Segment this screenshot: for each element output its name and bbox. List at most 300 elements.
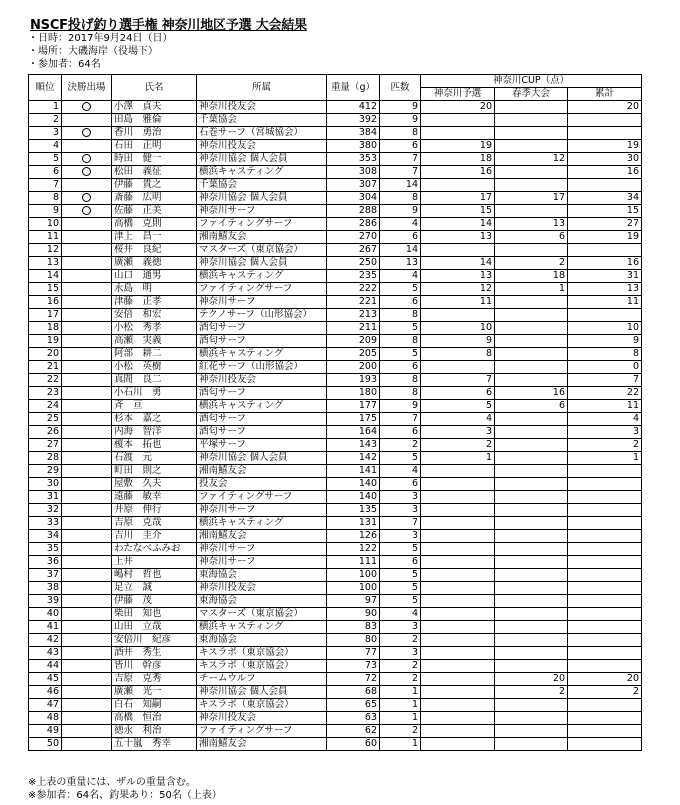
final-cell bbox=[62, 621, 112, 634]
rank-cell: 33 bbox=[29, 517, 62, 530]
rank-cell: 25 bbox=[29, 413, 62, 426]
cup-spring-cell bbox=[495, 166, 568, 179]
table-row bbox=[29, 439, 642, 452]
weight-cell: 90 bbox=[327, 608, 380, 621]
final-cell bbox=[62, 738, 112, 751]
header-weight: 重量（g） bbox=[327, 75, 380, 101]
club-cell: 神奈川協会 個人会員 bbox=[197, 192, 327, 205]
final-cell bbox=[62, 413, 112, 426]
count-cell: 6 bbox=[380, 296, 421, 309]
cup-total-cell bbox=[568, 556, 642, 569]
cup-spring-cell bbox=[495, 322, 568, 335]
weight-cell: 250 bbox=[327, 257, 380, 270]
cup-spring-cell bbox=[495, 101, 568, 114]
weight-cell: 380 bbox=[327, 140, 380, 153]
weight-cell: 286 bbox=[327, 218, 380, 231]
cup-spring-cell: 20 bbox=[495, 673, 568, 686]
weight-cell: 80 bbox=[327, 634, 380, 647]
cup-spring-cell bbox=[495, 309, 568, 322]
final-cell bbox=[62, 673, 112, 686]
rank-cell: 15 bbox=[29, 283, 62, 296]
cup-qualifier-cell bbox=[421, 634, 495, 647]
cup-qualifier-cell: 20 bbox=[421, 101, 495, 114]
table-row bbox=[29, 270, 642, 283]
count-cell: 14 bbox=[380, 179, 421, 192]
final-cell bbox=[62, 140, 112, 153]
cup-total-cell: 22 bbox=[568, 387, 642, 400]
table-row bbox=[29, 712, 642, 725]
rank-cell: 20 bbox=[29, 348, 62, 361]
table-row bbox=[29, 725, 642, 738]
rank-cell: 39 bbox=[29, 595, 62, 608]
final-cell bbox=[62, 491, 112, 504]
cup-qualifier-cell: 11 bbox=[421, 296, 495, 309]
name-cell: 町田 則之 bbox=[112, 465, 197, 478]
club-cell: 神奈川投友会 bbox=[197, 374, 327, 387]
name-cell: 足立 誠 bbox=[112, 582, 197, 595]
page-title: NSCF投げ釣り選手権 神奈川地区予選 大会結果 bbox=[30, 18, 307, 33]
count-cell: 6 bbox=[380, 361, 421, 374]
cup-qualifier-cell bbox=[421, 608, 495, 621]
cup-total-cell: 30 bbox=[568, 153, 642, 166]
cup-spring-cell bbox=[495, 595, 568, 608]
name-cell: 安倍川 紀彦 bbox=[112, 634, 197, 647]
final-cell bbox=[62, 231, 112, 244]
cup-spring-cell bbox=[495, 543, 568, 556]
rank-cell: 44 bbox=[29, 660, 62, 673]
table-row bbox=[29, 283, 642, 296]
table-header-row bbox=[29, 75, 642, 88]
rank-cell: 41 bbox=[29, 621, 62, 634]
cup-total-cell bbox=[568, 530, 642, 543]
table-row bbox=[29, 491, 642, 504]
name-cell: 五十嵐 秀幸 bbox=[112, 738, 197, 751]
cup-spring-cell bbox=[495, 439, 568, 452]
name-cell: 石田 正明 bbox=[112, 140, 197, 153]
weight-cell: 211 bbox=[327, 322, 380, 335]
club-cell: 紅花サーフ（山形協会） bbox=[197, 361, 327, 374]
cup-total-cell bbox=[568, 179, 642, 192]
cup-total-cell bbox=[568, 569, 642, 582]
rank-cell: 32 bbox=[29, 504, 62, 517]
weight-cell: 213 bbox=[327, 309, 380, 322]
rank-cell: 2 bbox=[29, 114, 62, 127]
cup-qualifier-cell bbox=[421, 504, 495, 517]
club-cell: テクノサーフ（山形協会） bbox=[197, 309, 327, 322]
count-cell: 2 bbox=[380, 634, 421, 647]
weight-cell: 142 bbox=[327, 452, 380, 465]
rank-cell: 23 bbox=[29, 387, 62, 400]
name-cell: 津上 昌一 bbox=[112, 231, 197, 244]
cup-spring-cell bbox=[495, 608, 568, 621]
rank-cell: 8 bbox=[29, 192, 62, 205]
cup-qualifier-cell: 9 bbox=[421, 335, 495, 348]
cup-spring-cell bbox=[495, 478, 568, 491]
count-cell: 3 bbox=[380, 621, 421, 634]
cup-total-cell: 19 bbox=[568, 231, 642, 244]
cup-qualifier-cell: 7 bbox=[421, 374, 495, 387]
results-table bbox=[28, 74, 642, 751]
cup-spring-cell bbox=[495, 244, 568, 257]
final-cell bbox=[62, 270, 112, 283]
final-cell bbox=[62, 114, 112, 127]
count-cell: 8 bbox=[380, 309, 421, 322]
club-cell: 東海協会 bbox=[197, 595, 327, 608]
weight-cell: 97 bbox=[327, 595, 380, 608]
cup-total-cell: 27 bbox=[568, 218, 642, 231]
name-cell: 廣瀬 光一 bbox=[112, 686, 197, 699]
cup-qualifier-cell bbox=[421, 712, 495, 725]
count-cell: 5 bbox=[380, 595, 421, 608]
weight-cell: 200 bbox=[327, 361, 380, 374]
final-cell bbox=[62, 192, 112, 205]
rank-cell: 35 bbox=[29, 543, 62, 556]
cup-qualifier-cell bbox=[421, 621, 495, 634]
club-cell: 横浜キャスティング bbox=[197, 348, 327, 361]
cup-qualifier-cell bbox=[421, 543, 495, 556]
weight-cell: 140 bbox=[327, 491, 380, 504]
name-cell: 嶋村 哲也 bbox=[112, 569, 197, 582]
final-cell bbox=[62, 556, 112, 569]
cup-qualifier-cell: 5 bbox=[421, 400, 495, 413]
weight-cell: 100 bbox=[327, 582, 380, 595]
cup-qualifier-cell bbox=[421, 465, 495, 478]
club-cell: 湘南鱚友会 bbox=[197, 231, 327, 244]
final-cell bbox=[62, 712, 112, 725]
weight-cell: 68 bbox=[327, 686, 380, 699]
count-cell: 4 bbox=[380, 270, 421, 283]
rank-cell: 17 bbox=[29, 309, 62, 322]
final-cell bbox=[62, 361, 112, 374]
club-cell: 神奈川投友会 bbox=[197, 101, 327, 114]
table-row bbox=[29, 413, 642, 426]
rank-cell: 3 bbox=[29, 127, 62, 140]
club-cell: 神奈川サーフ bbox=[197, 556, 327, 569]
table-row bbox=[29, 504, 642, 517]
name-cell: 皆川 幹彦 bbox=[112, 660, 197, 673]
cup-total-cell: 16 bbox=[568, 166, 642, 179]
weight-cell: 270 bbox=[327, 231, 380, 244]
table-row bbox=[29, 361, 642, 374]
cup-qualifier-cell: 15 bbox=[421, 205, 495, 218]
cup-qualifier-cell bbox=[421, 530, 495, 543]
club-cell: 神奈川サーフ bbox=[197, 296, 327, 309]
cup-spring-cell bbox=[495, 517, 568, 530]
cup-spring-cell bbox=[495, 465, 568, 478]
cup-qualifier-cell bbox=[421, 660, 495, 673]
cup-total-cell bbox=[568, 608, 642, 621]
weight-cell: 304 bbox=[327, 192, 380, 205]
count-cell: 5 bbox=[380, 348, 421, 361]
cup-qualifier-cell bbox=[421, 478, 495, 491]
cup-qualifier-cell: 13 bbox=[421, 270, 495, 283]
header-club: 所属 bbox=[197, 75, 327, 101]
cup-qualifier-cell bbox=[421, 725, 495, 738]
name-cell: 斉 亘 bbox=[112, 400, 197, 413]
cup-spring-cell bbox=[495, 504, 568, 517]
club-cell: 投友会 bbox=[197, 478, 327, 491]
table-row bbox=[29, 244, 642, 257]
name-cell: 井原 伸行 bbox=[112, 504, 197, 517]
name-cell: 真間 良二 bbox=[112, 374, 197, 387]
final-cell bbox=[62, 595, 112, 608]
club-cell: ファイティングサーフ bbox=[197, 283, 327, 296]
rank-cell: 26 bbox=[29, 426, 62, 439]
weight-cell: 164 bbox=[327, 426, 380, 439]
name-cell: 吉川 圭介 bbox=[112, 530, 197, 543]
final-cell bbox=[62, 465, 112, 478]
final-cell bbox=[62, 634, 112, 647]
name-cell: 上井 bbox=[112, 556, 197, 569]
table-row bbox=[29, 517, 642, 530]
name-cell: 斎藤 広明 bbox=[112, 192, 197, 205]
final-cell bbox=[62, 309, 112, 322]
final-cell bbox=[62, 348, 112, 361]
cup-spring-cell: 17 bbox=[495, 192, 568, 205]
club-cell: 神奈川サーフ bbox=[197, 543, 327, 556]
cup-spring-cell bbox=[495, 114, 568, 127]
cup-spring-cell bbox=[495, 361, 568, 374]
count-cell: 6 bbox=[380, 231, 421, 244]
count-cell: 2 bbox=[380, 439, 421, 452]
weight-cell: 209 bbox=[327, 335, 380, 348]
club-cell: 石巻サーフ（宮城協会） bbox=[197, 127, 327, 140]
cup-spring-cell: 12 bbox=[495, 153, 568, 166]
club-cell: ファイティングサーフ bbox=[197, 725, 327, 738]
table-row bbox=[29, 322, 642, 335]
name-cell: 徳永 利治 bbox=[112, 725, 197, 738]
table-row bbox=[29, 231, 642, 244]
cup-qualifier-cell bbox=[421, 738, 495, 751]
cup-total-cell: 4 bbox=[568, 413, 642, 426]
count-cell: 9 bbox=[380, 400, 421, 413]
cup-total-cell bbox=[568, 634, 642, 647]
table-row bbox=[29, 348, 642, 361]
rank-cell: 37 bbox=[29, 569, 62, 582]
cup-qualifier-cell bbox=[421, 491, 495, 504]
table-row bbox=[29, 309, 642, 322]
final-cell bbox=[62, 660, 112, 673]
header-final: 決勝出場 bbox=[62, 75, 112, 101]
club-cell: キスラボ（東京協会） bbox=[197, 660, 327, 673]
table-row bbox=[29, 101, 642, 114]
count-cell: 2 bbox=[380, 660, 421, 673]
name-cell: 松田 義征 bbox=[112, 166, 197, 179]
table-row bbox=[29, 634, 642, 647]
cup-total-cell: 34 bbox=[568, 192, 642, 205]
table-row bbox=[29, 218, 642, 231]
table-row bbox=[29, 465, 642, 478]
count-cell: 14 bbox=[380, 244, 421, 257]
name-cell: 高瀬 実義 bbox=[112, 335, 197, 348]
cup-qualifier-cell bbox=[421, 244, 495, 257]
cup-spring-cell bbox=[495, 738, 568, 751]
cup-total-cell bbox=[568, 699, 642, 712]
final-cell bbox=[62, 504, 112, 517]
cup-total-cell: 20 bbox=[568, 673, 642, 686]
rank-cell: 16 bbox=[29, 296, 62, 309]
weight-cell: 131 bbox=[327, 517, 380, 530]
cup-qualifier-cell bbox=[421, 647, 495, 660]
name-cell: 香川 勇治 bbox=[112, 127, 197, 140]
club-cell: 東海協会 bbox=[197, 634, 327, 647]
rank-cell: 42 bbox=[29, 634, 62, 647]
count-cell: 6 bbox=[380, 426, 421, 439]
name-cell: 高橋 恒治 bbox=[112, 712, 197, 725]
name-cell: 白石 知嗣 bbox=[112, 699, 197, 712]
count-cell: 1 bbox=[380, 699, 421, 712]
count-cell: 3 bbox=[380, 530, 421, 543]
table-row bbox=[29, 673, 642, 686]
table-row bbox=[29, 426, 642, 439]
header-name: 氏名 bbox=[112, 75, 197, 101]
table-row bbox=[29, 153, 642, 166]
rank-cell: 4 bbox=[29, 140, 62, 153]
count-cell: 6 bbox=[380, 478, 421, 491]
count-cell: 3 bbox=[380, 647, 421, 660]
cup-total-cell bbox=[568, 712, 642, 725]
club-cell: 神奈川投友会 bbox=[197, 712, 327, 725]
name-cell: 阿部 耕二 bbox=[112, 348, 197, 361]
final-cell bbox=[62, 166, 112, 179]
rank-cell: 29 bbox=[29, 465, 62, 478]
weight-cell: 221 bbox=[327, 296, 380, 309]
cup-qualifier-cell: 17 bbox=[421, 192, 495, 205]
weight-cell: 177 bbox=[327, 400, 380, 413]
weight-cell: 384 bbox=[327, 127, 380, 140]
weight-cell: 73 bbox=[327, 660, 380, 673]
cup-total-cell bbox=[568, 127, 642, 140]
cup-spring-cell: 16 bbox=[495, 387, 568, 400]
club-cell: 東海協会 bbox=[197, 569, 327, 582]
cup-total-cell bbox=[568, 595, 642, 608]
cup-spring-cell bbox=[495, 140, 568, 153]
weight-cell: 83 bbox=[327, 621, 380, 634]
weight-cell: 122 bbox=[327, 543, 380, 556]
cup-spring-cell bbox=[495, 179, 568, 192]
final-qualified-mark bbox=[82, 102, 91, 111]
table-row bbox=[29, 400, 642, 413]
cup-total-cell bbox=[568, 738, 642, 751]
final-cell bbox=[62, 244, 112, 257]
cup-qualifier-cell: 3 bbox=[421, 426, 495, 439]
count-cell: 8 bbox=[380, 387, 421, 400]
table-row bbox=[29, 543, 642, 556]
name-cell: 山田 立哉 bbox=[112, 621, 197, 634]
name-cell: 榎本 拓也 bbox=[112, 439, 197, 452]
cup-total-cell bbox=[568, 309, 642, 322]
final-cell bbox=[62, 296, 112, 309]
count-cell: 4 bbox=[380, 218, 421, 231]
cup-total-cell: 15 bbox=[568, 205, 642, 218]
table-row bbox=[29, 660, 642, 673]
cup-spring-cell bbox=[495, 634, 568, 647]
table-row bbox=[29, 335, 642, 348]
cup-spring-cell bbox=[495, 621, 568, 634]
cup-qualifier-cell bbox=[421, 361, 495, 374]
cup-spring-cell bbox=[495, 426, 568, 439]
table-row bbox=[29, 205, 642, 218]
weight-cell: 65 bbox=[327, 699, 380, 712]
rank-cell: 30 bbox=[29, 478, 62, 491]
cup-spring-cell: 18 bbox=[495, 270, 568, 283]
rank-cell: 31 bbox=[29, 491, 62, 504]
count-cell: 6 bbox=[380, 140, 421, 153]
rank-cell: 9 bbox=[29, 205, 62, 218]
rank-cell: 24 bbox=[29, 400, 62, 413]
rank-cell: 47 bbox=[29, 699, 62, 712]
table-row bbox=[29, 257, 642, 270]
header-cup: 神奈川CUP（点） bbox=[421, 75, 642, 88]
count-cell: 7 bbox=[380, 153, 421, 166]
club-cell: チームウルフ bbox=[197, 673, 327, 686]
final-cell bbox=[62, 569, 112, 582]
header-cup-spring: 春季大会 bbox=[495, 88, 568, 101]
cup-spring-cell: 6 bbox=[495, 231, 568, 244]
cup-total-cell: 20 bbox=[568, 101, 642, 114]
count-cell: 2 bbox=[380, 673, 421, 686]
weight-cell: 193 bbox=[327, 374, 380, 387]
cup-qualifier-cell: 14 bbox=[421, 218, 495, 231]
cup-qualifier-cell bbox=[421, 309, 495, 322]
name-cell: 山口 通男 bbox=[112, 270, 197, 283]
table-row bbox=[29, 296, 642, 309]
final-qualified-mark bbox=[82, 128, 91, 137]
cup-total-cell bbox=[568, 478, 642, 491]
final-cell bbox=[62, 452, 112, 465]
club-cell: 神奈川協会 個人会員 bbox=[197, 452, 327, 465]
cup-total-cell: 11 bbox=[568, 400, 642, 413]
table-row bbox=[29, 530, 642, 543]
name-cell: 柴田 知也 bbox=[112, 608, 197, 621]
event-date: ・日時：2017年9月24日（日） bbox=[28, 33, 173, 44]
weight-cell: 205 bbox=[327, 348, 380, 361]
name-cell: 津藤 正孝 bbox=[112, 296, 197, 309]
cup-qualifier-cell: 18 bbox=[421, 153, 495, 166]
rank-cell: 6 bbox=[29, 166, 62, 179]
cup-spring-cell bbox=[495, 374, 568, 387]
final-cell bbox=[62, 205, 112, 218]
count-cell: 3 bbox=[380, 504, 421, 517]
cup-spring-cell bbox=[495, 530, 568, 543]
final-cell bbox=[62, 257, 112, 270]
count-cell: 9 bbox=[380, 114, 421, 127]
table-row bbox=[29, 192, 642, 205]
club-cell: 湘南鱚友会 bbox=[197, 738, 327, 751]
cup-spring-cell: 2 bbox=[495, 257, 568, 270]
cup-spring-cell bbox=[495, 647, 568, 660]
weight-cell: 63 bbox=[327, 712, 380, 725]
cup-total-cell bbox=[568, 491, 642, 504]
header-cup-qualifier: 神奈川予選 bbox=[421, 88, 495, 101]
cup-qualifier-cell: 1 bbox=[421, 452, 495, 465]
count-cell: 5 bbox=[380, 543, 421, 556]
cup-spring-cell bbox=[495, 712, 568, 725]
table-row bbox=[29, 595, 642, 608]
club-cell: 神奈川サーフ bbox=[197, 205, 327, 218]
rank-cell: 13 bbox=[29, 257, 62, 270]
count-cell: 1 bbox=[380, 712, 421, 725]
cup-qualifier-cell bbox=[421, 569, 495, 582]
count-cell: 8 bbox=[380, 335, 421, 348]
name-cell: 酒井 秀生 bbox=[112, 647, 197, 660]
table-row bbox=[29, 140, 642, 153]
cup-qualifier-cell bbox=[421, 595, 495, 608]
weight-cell: 392 bbox=[327, 114, 380, 127]
name-cell: 内海 智洋 bbox=[112, 426, 197, 439]
name-cell: 桜井 良紀 bbox=[112, 244, 197, 257]
final-cell bbox=[62, 608, 112, 621]
